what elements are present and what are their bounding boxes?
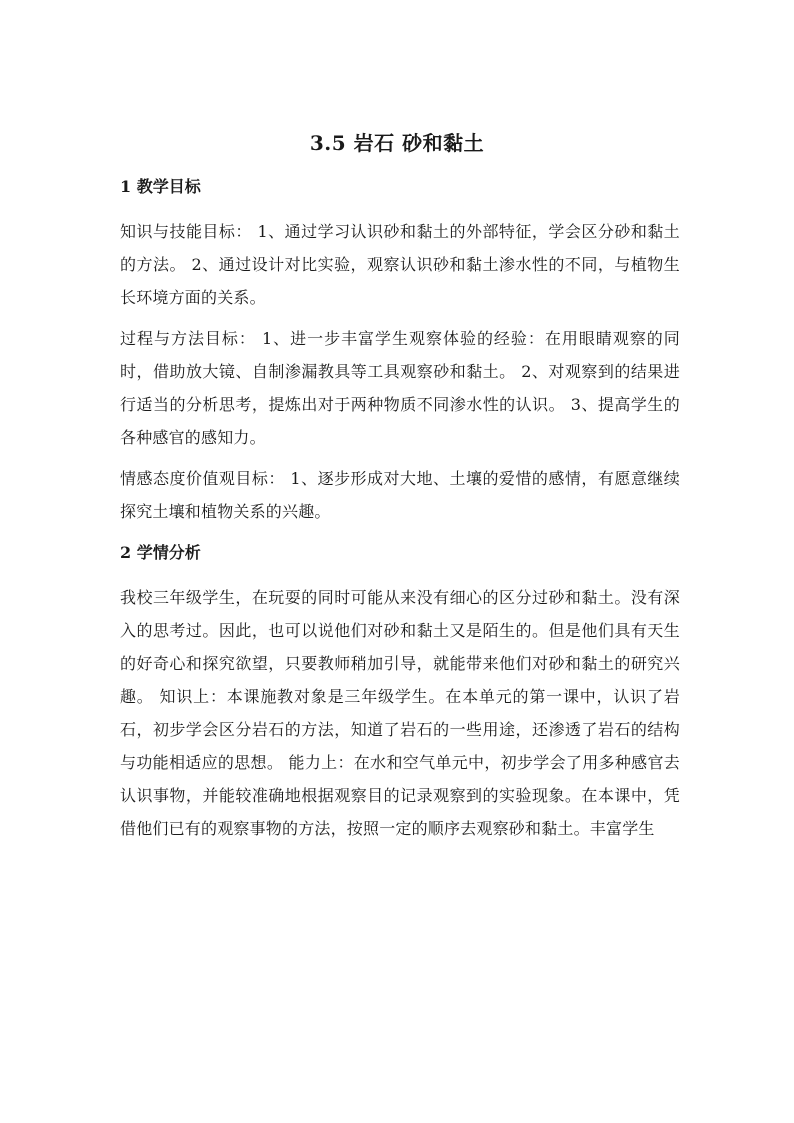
section-heading-student-analysis: 2 学情分析 bbox=[120, 543, 201, 562]
paragraph-emotion-values: 情感态度价值观目标： 1、逐步形成对大地、土壤的爱惜的感情，有愿意继续探究土壤和植物关系的兴趣。 bbox=[120, 469, 680, 521]
paragraph-knowledge-skills: 知识与技能目标： 1、通过学习认识砂和黏土的外部特征，学会区分砂和黏土的方法。 2、通过设计对比实验，观察认识砂和黏土渗水性的不同，与植物生长环境方面的关系。 bbox=[120, 222, 680, 307]
document-body bbox=[120, 172, 680, 853]
document-title: 3.5 岩石 砂和黏土 bbox=[309, 131, 485, 155]
paragraph-process-methods: 过程与方法目标： 1、进一步丰富学生观察体验的经验：在用眼睛观察的同时，借助放大镜、自制渗漏教具等工具观察砂和黏土。 2、对观察到的结果进行适当的分析思考，提炼出对于两种物质不同渗水性的认识。 3、提高学生的各种感官的感知力。 bbox=[120, 329, 680, 447]
paragraph-student-analysis: 我校三年级学生，在玩耍的同时可能从来没有细心的区分过砂和黏土。没有深入的思考过。因此，也可以说他们对砂和黏土又是陌生的。但是他们具有天生的好奇心和探究欲望，只要教师稍加引导，就能带来他们对砂和黏土的研究兴趣。 知识上：本课施教对象是三年级学生。在本单元的第一课中，认识了岩石，初步学会区分岩石的方法，知道了岩石的一些用途，还渗透了岩石的结构与功能相适应的思想。 能力上：在水和空气单元中，初步学会了用多种感官去认识事物，并能较准确地根据观察目的记录观察到的实验现象。在本课中，凭借他们已有的观察事物的方法，按照一定的顺序去观察砂和黏土。丰富学生 bbox=[120, 588, 680, 838]
section-heading-teaching-goals: 1 教学目标 bbox=[120, 177, 201, 196]
